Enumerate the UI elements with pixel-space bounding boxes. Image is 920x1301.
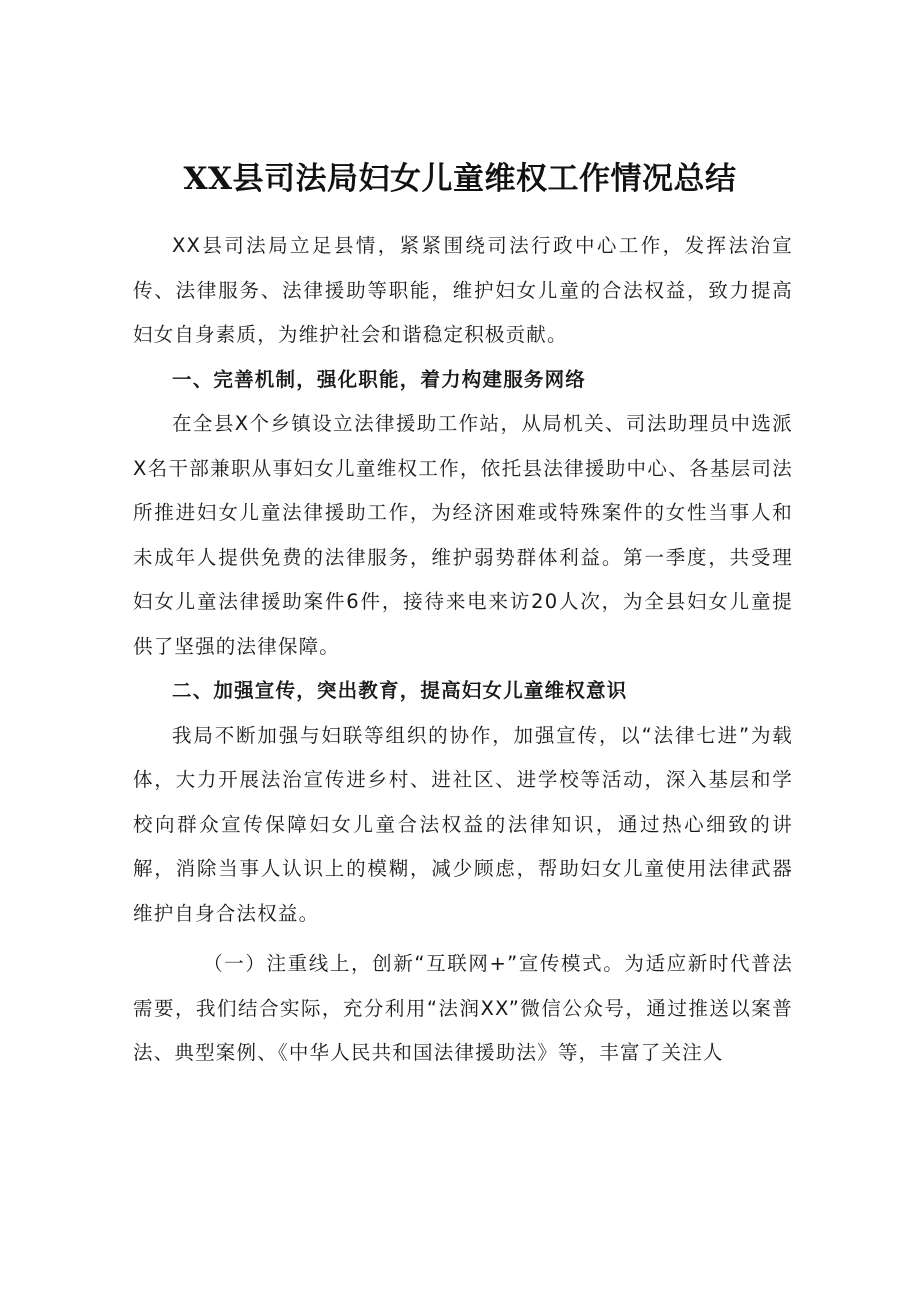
- subsection-1-paragraph: （一）注重线上，创新“互联网+”宣传模式。为适应新时代普法需要，我们结合实际，充分利用“法润XX”微信公众号，通过推送以案普法、典型案例、《中华人民共和国法律援助法》等，丰富了关注人: [133, 952, 793, 1064]
- section-2-paragraph: 我局不断加强与妇联等组织的协作，加强宣传，以“法律七进”为载体，大力开展法治宣传进乡村、进社区、进学校等活动，深入基层和学校向群众宣传保障妇女儿童合法权益的法律知识，通过热心细致的讲解，消除当事人认识上的模糊，减少顾虑，帮助妇女儿童使用法律武器维护自身合法权益。: [133, 723, 793, 925]
- section-1-heading: 一、完善机制，强化职能，着力构建服务网络: [172, 367, 587, 391]
- document-title: XX县司法局妇女儿童维权工作情况总结: [183, 161, 737, 197]
- section-2-heading: 二、加强宣传，突出教育，提高妇女儿童维权意识: [172, 679, 628, 702]
- section-1-paragraph: 在全县X个乡镇设立法律援助工作站，从局机关、司法助理员中选派X名干部兼职从事妇女儿童维权工作，依托县法律援助中心、各基层司法所推进妇女儿童法律援助工作，为经济困难或特殊案件的女性当事人和未成年人提供免费的法律服务，维护弱势群体利益。第一季度，共受理妇女儿童法律援助案件6件，接待来电来访20人次，为全县妇女儿童提供了坚强的法律保障。: [133, 412, 793, 658]
- intro-paragraph: XX县司法局立足县情，紧紧围绕司法行政中心工作，发挥法治宣传、法律服务、法律援助等职能，维护妇女儿童的合法权益，致力提高妇女自身素质，为维护社会和谐稳定积极贡献。: [133, 234, 793, 346]
- document-body: [133, 224, 793, 1076]
